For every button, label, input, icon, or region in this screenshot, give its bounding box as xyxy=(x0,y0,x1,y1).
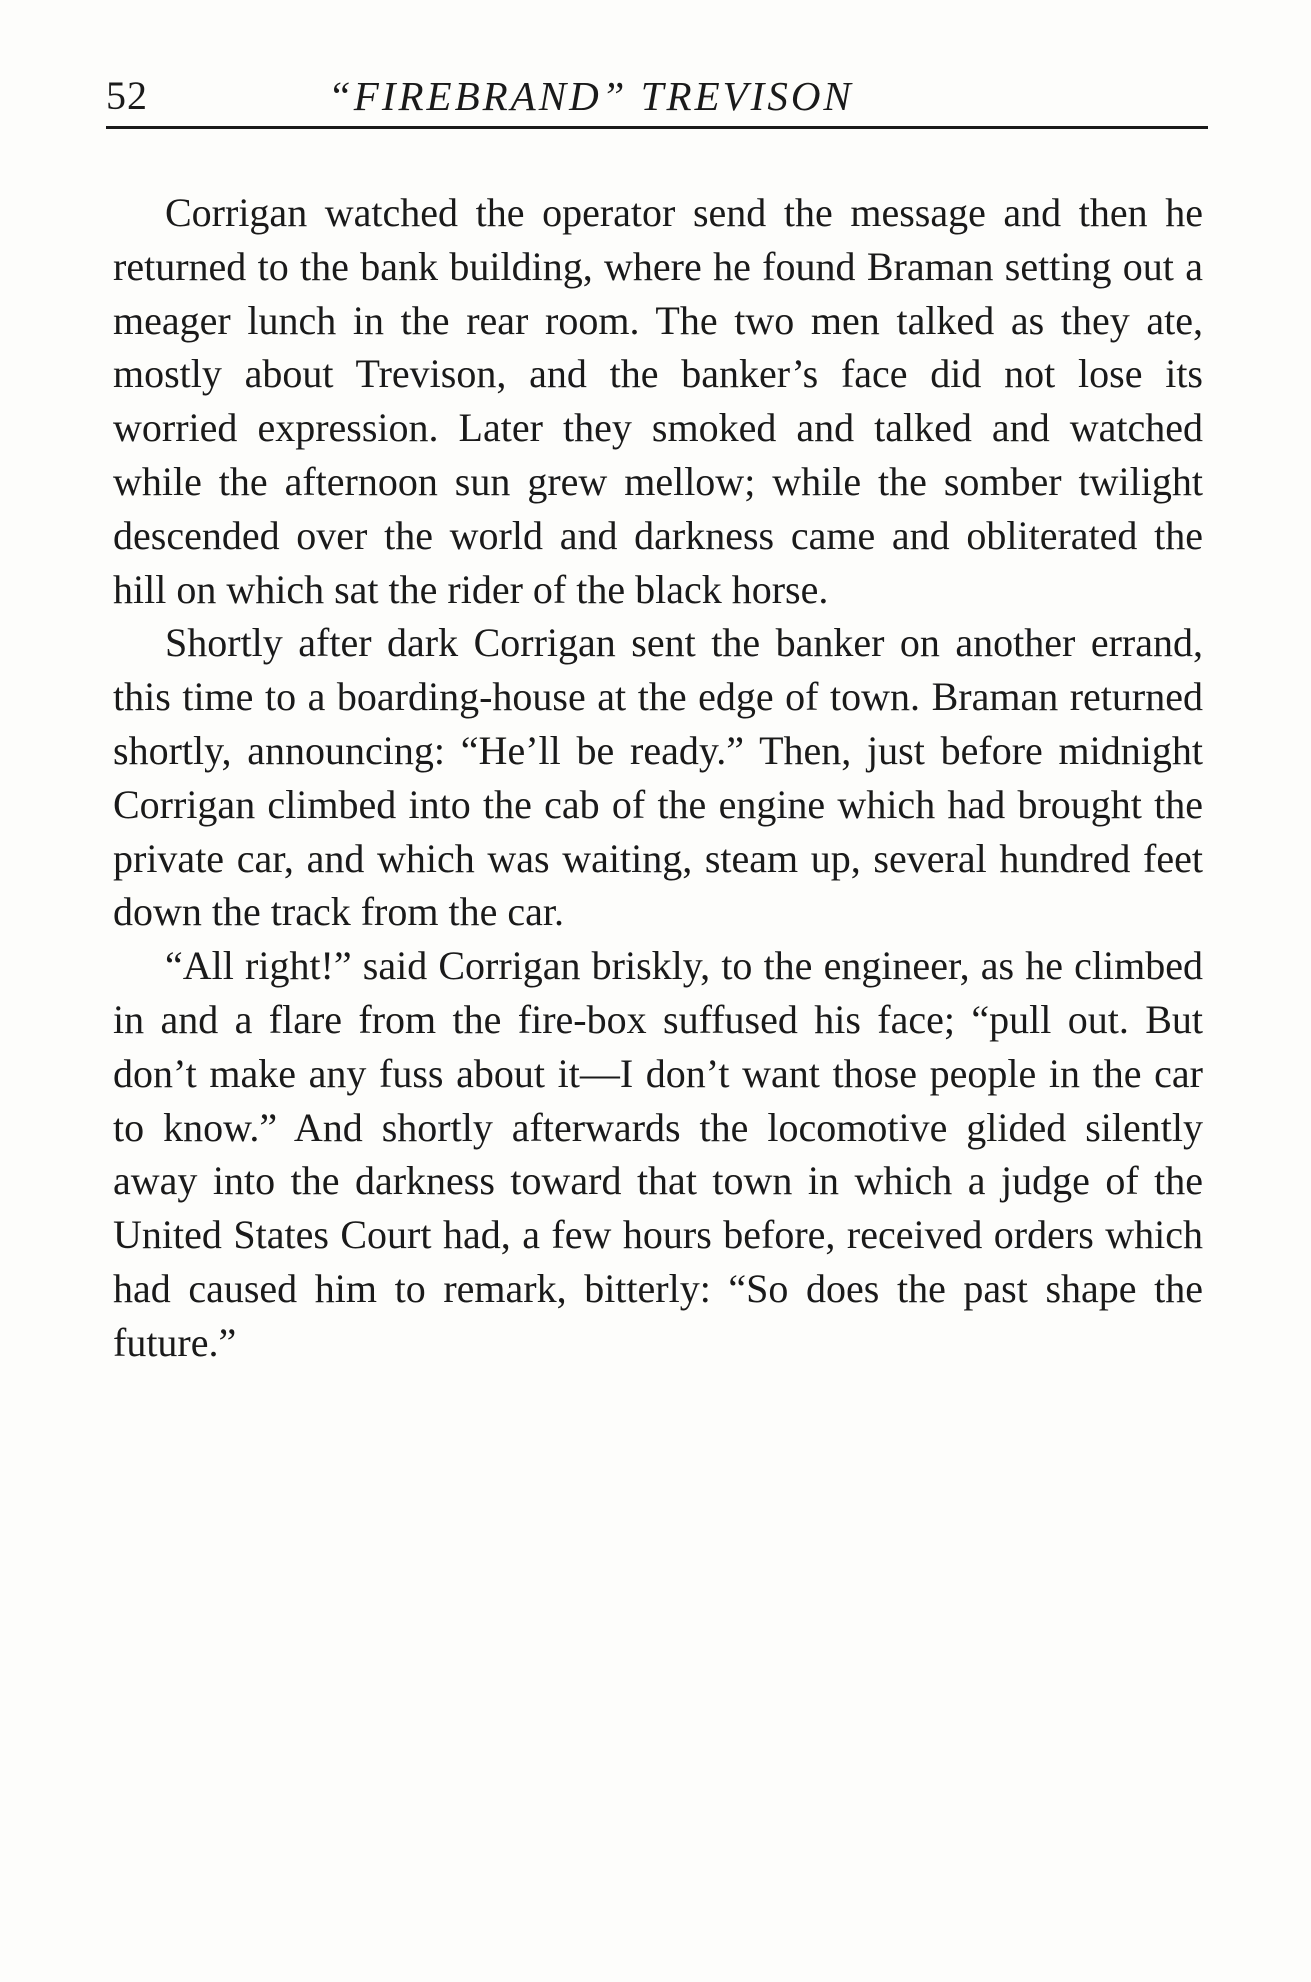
running-head xyxy=(106,64,1208,128)
paragraph: Shortly after dark Corrigan sent the banker on another errand, this time to a boarding-house at the edge of town. Braman returned shortly, announcing: “He’ll be ready.” Then, just before midnight Corrigan climbed into the cab of the engine which had brought the private car, and which was waiting, steam up, several hundred feet down the track from the car. xyxy=(113,620,1203,935)
body-text xyxy=(113,186,1203,1370)
paragraph: “All right!” said Corrigan briskly, to the engineer, as he climbed in and a flare from the fire-box suffused his face; “pull out. But don’t make any fuss about it—I don’t want those people in the car to know.” And shortly afterwards the locomotive glided silently away into the darkness toward that town in which a judge of the United States Court had, a few hours before, received orders which had caused him to remark, bitterly: “So does the past shape the future.” xyxy=(113,943,1203,1365)
page-number: 52 xyxy=(106,73,148,118)
paragraph: Corrigan watched the operator send the message and then he returned to the bank building, where he found Braman setting out a meager lunch in the rear room. The two men talked as they ate, mostly about Trevison, and the banker’s face did not lose its worried expression. Later they smoked and talked and watched while the afternoon sun grew mellow; while the somber twilight descended over the world and darkness came and obliterated the hill on which sat the rider of the black horse. xyxy=(113,190,1203,612)
running-title: “FIREBRAND” TREVISON xyxy=(328,73,854,119)
header-rule xyxy=(106,126,1208,129)
